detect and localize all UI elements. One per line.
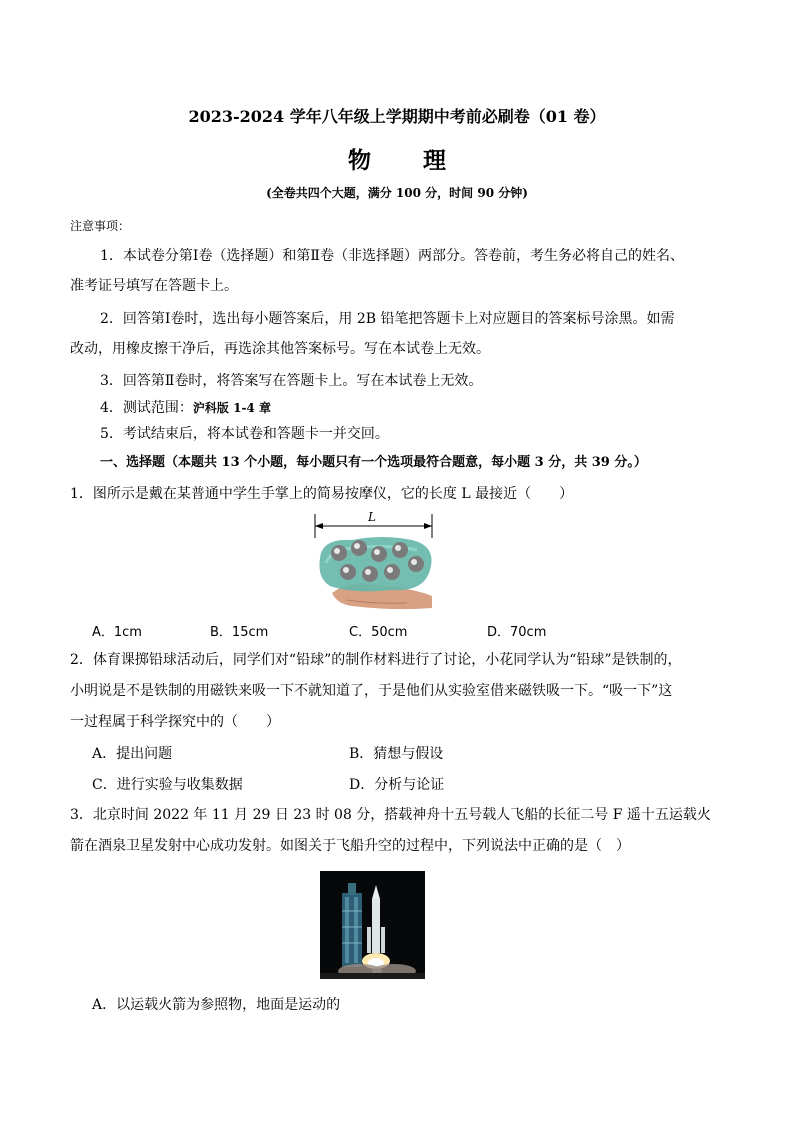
length-label: L <box>368 510 376 524</box>
q2-option-d: D．分析与论证 <box>349 777 445 793</box>
q2-option-c: C．进行实验与收集数据 <box>92 777 243 793</box>
exam-title: 2023-2024 学年八年级上学期期中考前必刷卷（01 卷） <box>188 107 606 126</box>
note-2b: 改动，用橡皮擦干净后，再选涂其他答案标号。写在本试卷上无效。 <box>70 341 490 357</box>
massager-figure <box>312 508 437 612</box>
rocket-launch-drawing <box>320 871 425 979</box>
q2-option-a: A．提出问题 <box>92 746 173 762</box>
section-heading: 一、选择题（本题共 13 个小题，每小题只有一个选项最符合题意，每小题 3 分，共 39 分。） <box>100 455 647 470</box>
note-3: 3．回答第Ⅱ卷时，将答案写在答题卡上。写在本试卷上无效。 <box>100 373 483 389</box>
q1-option-a: A．1cm <box>92 625 142 640</box>
question-3-line-1: 3．北京时间 2022 年 11 月 29 日 23 时 08 分，搭载神舟十五号载人飞船的长征二号 F 遥十五运载火 <box>70 807 711 823</box>
note-2a: 2．回答第Ⅰ卷时，选出每小题答案后，用 2B 铅笔把答题卡上对应题目的答案标号涂黑。如需 <box>100 311 675 327</box>
question-2-line-2: 小明说是不是铁制的用磁铁来吸一下不就知道了，于是他们从实验室借来磁铁吸一下。“吸一下”这 <box>70 683 673 699</box>
notes-heading: 注意事项： <box>70 219 131 233</box>
q3-option-a: A．以运载火箭为参照物，地面是运动的 <box>92 997 341 1013</box>
subject-char-2: 理 <box>423 147 446 174</box>
note-1b: 准考证号填写在答题卡上。 <box>70 278 238 294</box>
q1-option-c: C．50cm <box>349 625 408 640</box>
question-1-text: 1．图所示是戴在某普通中学生手掌上的简易按摩仪，它的长度 L 最接近（ ） <box>70 486 574 502</box>
q2-option-b: B．猜想与假设 <box>349 746 444 762</box>
question-2-line-3: 一过程属于科学探究中的（ ） <box>70 714 280 730</box>
note-4-scope: 沪科版 1-4 章 <box>192 401 271 415</box>
question-2-line-1: 2．体育课掷铅球活动后，同学们对“铅球”的制作材料进行了讨论，小花同学认为“铅球”是铁制的， <box>70 652 682 668</box>
subject-char-1: 物 <box>348 147 371 174</box>
exam-info: (全卷共四个大题，满分 100 分，时间 90 分钟) <box>266 186 528 200</box>
q1-option-b: B．15cm <box>210 625 269 640</box>
note-4 <box>100 398 271 418</box>
question-3-line-2: 箭在酒泉卫星发射中心成功发射。如图关于飞船升空的过程中，下列说法中正确的是（ ） <box>70 838 630 854</box>
q1-option-d: D．70cm <box>487 625 547 640</box>
subject-title <box>0 142 794 175</box>
note-4-label: 4．测试范围： <box>100 400 193 416</box>
rocket-launch-photo <box>320 871 425 979</box>
note-1a: 1．本试卷分第Ⅰ卷（选择题）和第Ⅱ卷（非选择题）两部分。答卷前，考生务必将自己的姓名、 <box>100 248 684 264</box>
note-5: 5．考试结束后，将本试卷和答题卡一并交回。 <box>100 426 389 442</box>
